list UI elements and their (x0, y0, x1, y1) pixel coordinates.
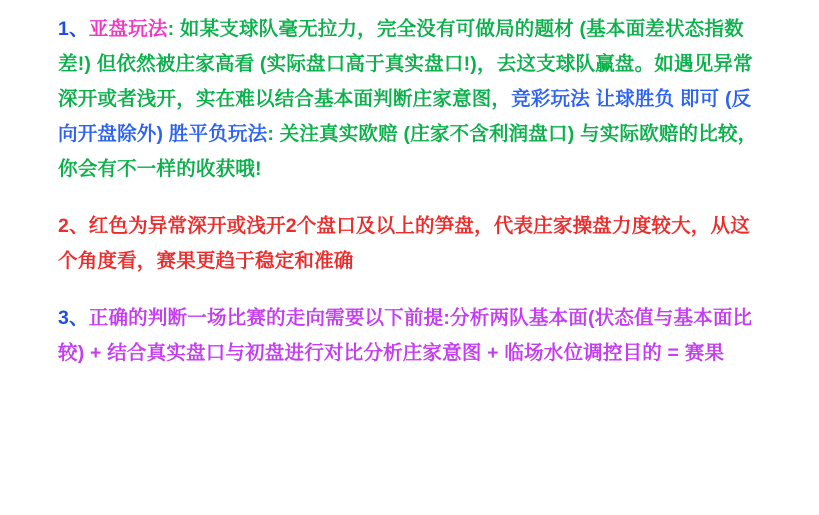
text-run: : 关注真实欧赔 (庄家不含利润盘口) 与实际欧赔的比较，你会有不一样的收获哦! (58, 123, 758, 180)
text-run: : 如某支球队毫无拉力，完全没有可做局的题材 (基本面差状态指数差!) 但依然被庄家高看 (实际盘口高于真实盘口!)，去这支球队赢盘。如遇见异常深开或者浅开，实在难以结合基本面判断庄家意图， (58, 18, 753, 110)
text-run: 亚盘玩法 (88, 18, 168, 40)
paragraph-number: 1、 (58, 18, 89, 40)
paragraph-list (58, 12, 761, 371)
text-run: 红色为异常深开或浅开2个盘口及以上的笋盘，代表庄家操盘力度较大，从这个角度看，赛果更趋于稳定和准确 (58, 215, 750, 272)
para-1 (58, 12, 761, 187)
text-run: 竞彩玩法 让球胜负 即可 (反向开盘除外) 胜平负玩法 (58, 88, 752, 145)
para-3 (58, 301, 761, 371)
paragraph-number: 3、 (58, 307, 89, 329)
para-2 (58, 209, 761, 279)
text-run: 正确的判断一场比赛的走向需要以下前提:分析两队基本面(状态值与基本面比较) + 结合真实盘口与初盘进行对比分析庄家意图 + 临场水位调控目的 = 赛果 (58, 307, 753, 364)
paragraph-number: 2、 (58, 215, 89, 237)
